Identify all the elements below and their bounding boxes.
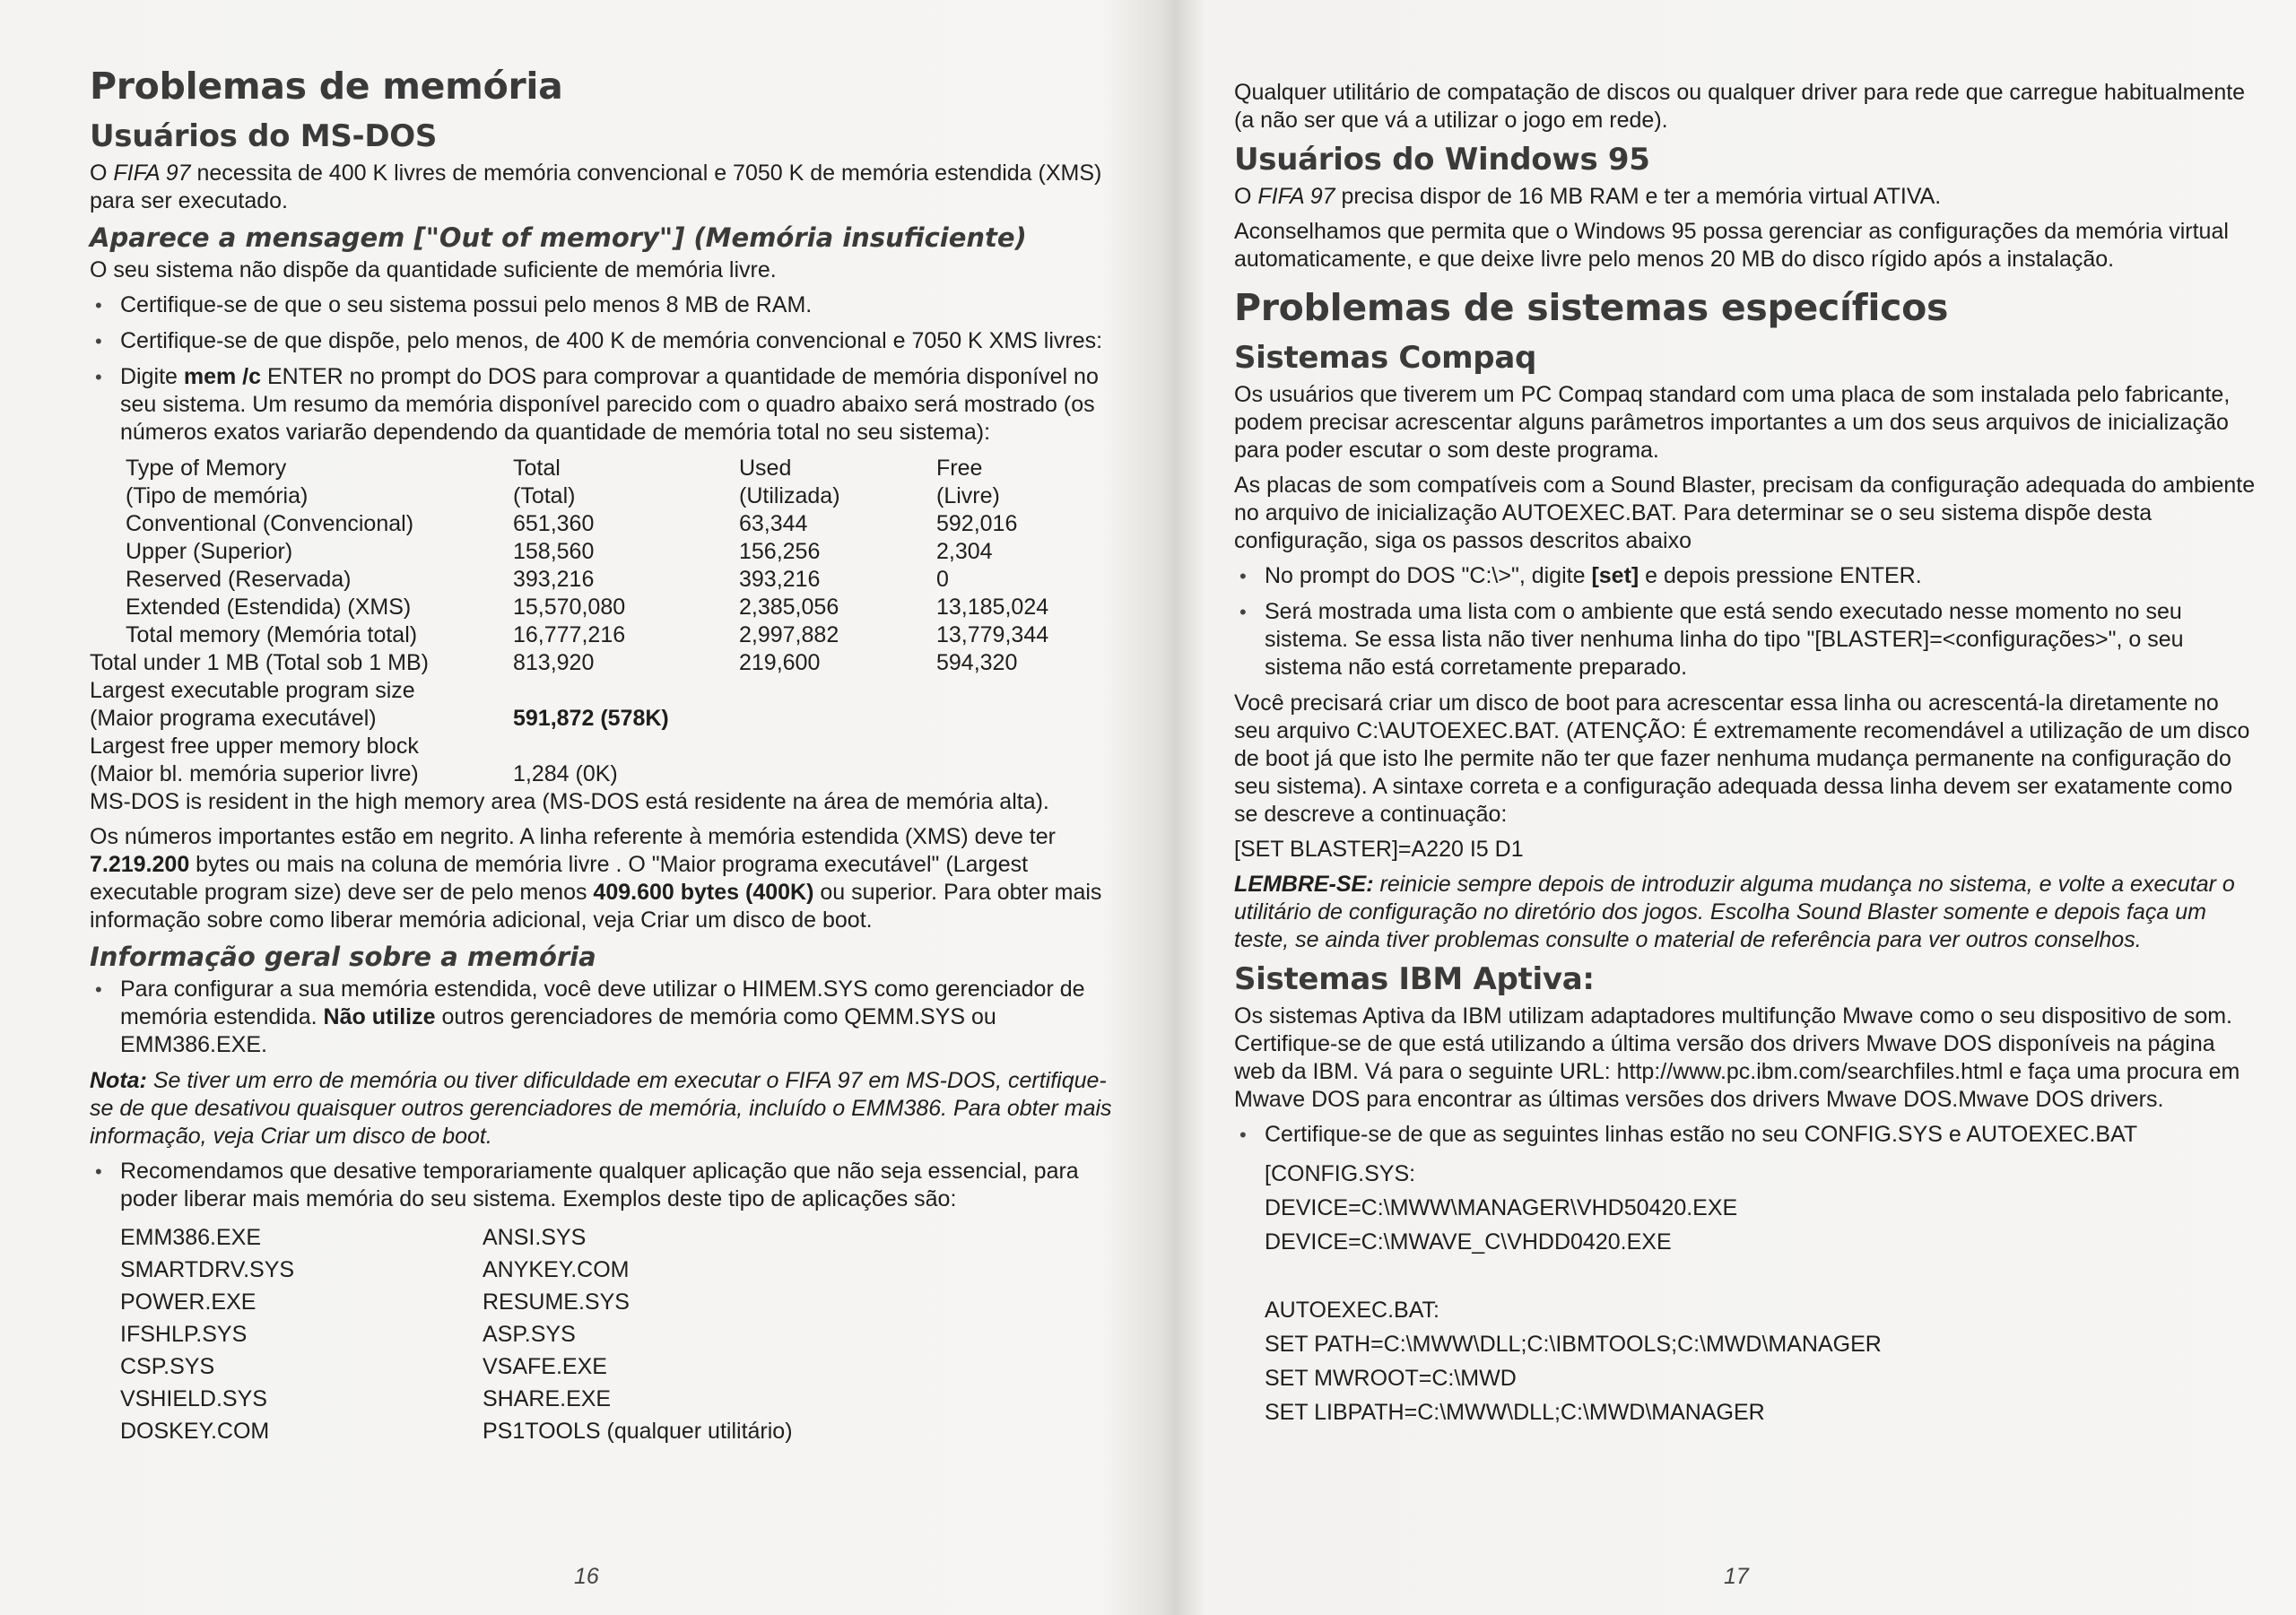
win95-advice: Aconselhamos que permita que o Windows 95 possa gerenciar as configurações da memória virtual automaticamente, e que deixe livre pelo menos 20 MB do disco rígido após a instalação. [1234, 219, 2229, 272]
heading-msdos-users: Usuários do MS-DOS [90, 118, 438, 154]
table-header-row: (Tipo de memória) (Total) (Utilizada) (Livre) [126, 483, 1000, 508]
remember-paragraph: LEMBRE-SE: reinicie sempre depois de introduzir alguma mudança no sistema, e volte a executar o utilitário de configuração no diretório dos jogos. Escolha Sound Blaster somente e depois faça um teste, se ainda tiver problemas consulte o material de referência para ver outros conselhos. [1234, 872, 2235, 952]
right-page [1157, 0, 2296, 1615]
list-item: ANSI.SYS [483, 1225, 587, 1250]
blaster-line: [SET BLASTER]=A220 I5 D1 [1234, 837, 1524, 862]
resident-note: MS-DOS is resident in the high memory area (MS-DOS está residente na área de memória alta). [90, 789, 1049, 814]
apps-list [90, 1221, 1117, 1447]
list-item: VSAFE.EXE [483, 1354, 607, 1379]
page-title-memory: Problemas de memória [90, 65, 563, 108]
ibm-paragraph: Os sistemas Aptiva da IBM utilizam adaptadores multifunção Mwave como o seu dispositivo de som. Certifique-se de que está utilizando a última versão dos drivers Mwave DOS disponíveis na página web da IBM. Vá para o seguinte URL: http://www.pc.ibm.com/searchfiles.html e faça uma procura em Mwave DOS para encontrar as últimas versões dos drivers Mwave DOS.Mwave DOS drivers. [1234, 1003, 2240, 1112]
code-line: SET LIBPATH=C:\MWW\DLL;C:\MWD\MANAGER [1265, 1400, 1765, 1425]
table-row: Total memory (Memória total) 16,777,216 2,997,882 13,779,344 [126, 622, 1049, 647]
heading-out-of-memory: Aparece a mensagem ["Out of memory"] (Memória insuficiente) [90, 222, 1027, 253]
list-item: • Recomendamos que desative temporariamente qualquer aplicação que não seja essencial, para poder liberar mais memória do seu sistema. Exemplos deste tipo de aplicações são: [90, 1158, 1117, 1213]
list-item: • No prompt do DOS "C:\>", digite [set] e depois pressione ENTER. [1234, 562, 2260, 590]
page-number: 17 [1724, 1564, 1749, 1589]
apps-column-1 [120, 1221, 483, 1447]
table-row: Largest executable program size [90, 678, 415, 703]
code-line: [CONFIG.SYS: [1265, 1161, 1416, 1186]
memory-checklist [90, 291, 1117, 447]
apps-column-2 [483, 1221, 845, 1447]
list-item: SHARE.EXE [483, 1386, 612, 1411]
compaq-paragraph-2: As placas de som compatíveis com a Sound Blaster, precisam da configuração adequada do ambiente no arquivo de inicialização AUTOEXEC.BAT. Para determinar se o seu sistema dispõe desta configuração, siga os passos descritos abaixo [1234, 473, 2256, 553]
heading-general-memory: Informação geral sobre a memória [90, 942, 596, 972]
compaq-paragraph-3: Você precisará criar um disco de boot para acrescentar essa linha ou acrescentá-la diretamente no seu arquivo C:\AUTOEXEC.BAT. (ATENÇÃO: É extremamente recomendável a utilização de um disco de boot já que isto lhe permite não ter que fazer nenhuma mudança permanente na configuração do seu sistema). A sintaxe correta e a configuração adequada dessa linha devem ser exatamente como se descreve a continuação: [1234, 690, 2250, 827]
compaq-steps [1234, 562, 2260, 682]
list-item: EMM386.EXE [120, 1225, 262, 1250]
list-item: SMARTDRV.SYS [120, 1257, 295, 1282]
list-item: DOSKEY.COM [120, 1419, 270, 1444]
out-of-memory-text: O seu sistema não dispõe da quantidade suficiente de memória livre. [90, 257, 777, 282]
heading-compaq: Sistemas Compaq [1234, 340, 1536, 376]
network-utilities-text: Qualquer utilitário de compatação de discos ou qualquer driver para rede que carregue habitualmente (a não ser que vá a utilizar o jogo em rede). [1234, 80, 2246, 133]
intro-paragraph: O FIFA 97 necessita de 400 K livres de memória convencional e 7050 K de memória estendida (XMS) para ser executado. [90, 161, 1102, 213]
list-item: ASP.SYS [483, 1322, 576, 1347]
heading-windows95-users: Usuários do Windows 95 [1234, 142, 1650, 178]
table-row: Reserved (Reservada) 393,216 393,216 0 [126, 567, 949, 592]
list-item: • Certifique-se de que o seu sistema possui pelo menos 8 MB de RAM. [90, 291, 1117, 319]
list-item: • Será mostrada uma lista com o ambiente que está sendo executado nesse momento no seu sistema. Se essa lista não tiver nenhuma linha do tipo "[BLASTER]=<configurações>", o seu sistema não está corretamente preparado. [1234, 598, 2260, 682]
list-item: • Digite mem /c ENTER no prompt do DOS para comprovar a quantidade de memória disponível no seu sistema. Um resumo da memória disponível parecido com o quadro abaixo será mostrado (os números exatos variarão dependendo da quantidade de memória total no seu sistema): [90, 363, 1117, 447]
memory-table [90, 455, 1117, 816]
ibm-steps [1234, 1121, 2260, 1149]
list-item: ANYKEY.COM [483, 1257, 630, 1282]
note-paragraph: Nota: Se tiver um erro de memória ou tiver dificuldade em executar o FIFA 97 em MS-DOS, certifique-se de que desativou quaisquer outros gerenciadores de memória, incluído o EMM386. Para obter mais informação, veja Criar um disco de boot. [90, 1068, 1112, 1149]
code-line: SET PATH=C:\MWW\DLL;C:\IBMTOOLS;C:\MWD\MANAGER [1265, 1332, 1882, 1357]
list-item: IFSHLP.SYS [120, 1322, 248, 1347]
compaq-paragraph-1: Os usuários que tiverem um PC Compaq standard com uma placa de som instalada pelo fabricante, podem precisar acrescentar alguns parâmetros importantes a um dos seus arquivos de inicialização para poder escutar o som deste programa. [1234, 382, 2231, 463]
general-list [90, 976, 1117, 1059]
important-numbers-paragraph: Os números importantes estão em negrito. A linha referente à memória estendida (XMS) deve ter 7.219.200 bytes ou mais na coluna de memória livre . O "Maior programa executável" (Largest executable program size) deve ser de pelo menos 409.600 bytes (400K) ou superior. Para obter mais informação sobre como liberar memória adicional, veja Criar um disco de boot. [90, 824, 1102, 933]
heading-ibm-aptiva: Sistemas IBM Aptiva: [1234, 961, 1595, 997]
table-row: Total under 1 MB (Total sob 1 MB) 813,920 219,600 594,320 [90, 650, 1018, 675]
page-number: 16 [574, 1564, 599, 1589]
list-item: • Certifique-se de que as seguintes linhas estão no seu CONFIG.SYS e AUTOEXEC.BAT [1234, 1121, 2260, 1149]
table-row: Extended (Estendida) (XMS) 15,570,080 2,385,056 13,185,024 [126, 595, 1049, 620]
table-row: (Maior bl. memória superior livre) 1,284 (0K) [90, 761, 618, 786]
code-line: AUTOEXEC.BAT: [1265, 1298, 1439, 1323]
list-item: VSHIELD.SYS [120, 1386, 267, 1411]
list-item: • Para configurar a sua memória estendida, você deve utilizar o HIMEM.SYS como gerenciador de memória estendida. Não utilize outros gerenciadores de memória como QEMM.SYS ou EMM386.EXE. [90, 976, 1117, 1059]
code-line: DEVICE=C:\MWW\MANAGER\VHD50420.EXE [1265, 1195, 1738, 1220]
config-lines [1234, 1157, 2260, 1429]
recommend-list [90, 1158, 1117, 1213]
list-item: CSP.SYS [120, 1354, 215, 1379]
code-line: DEVICE=C:\MWAVE_C\VHDD0420.EXE [1265, 1229, 1672, 1255]
list-item: PS1TOOLS (qualquer utilitário) [483, 1419, 793, 1444]
table-row: Largest free upper memory block [90, 734, 419, 759]
page-title-specific-systems: Problemas de sistemas específicos [1234, 286, 1949, 329]
table-row: Upper (Superior) 158,560 156,256 2,304 [126, 539, 993, 564]
win95-requirements: O FIFA 97 precisa dispor de 16 MB RAM e ter a memória virtual ATIVA. [1234, 184, 1942, 209]
list-item: • Certifique-se de que dispõe, pelo menos, de 400 K de memória convencional e 7050 K XMS livres: [90, 327, 1117, 355]
table-header-row: Type of Memory Total Used Free [126, 456, 983, 481]
table-row: Conventional (Convencional) 651,360 63,344 592,016 [126, 511, 1018, 536]
code-line: SET MWROOT=C:\MWD [1265, 1366, 1517, 1391]
list-item: POWER.EXE [120, 1289, 257, 1315]
list-item: RESUME.SYS [483, 1289, 630, 1315]
table-row: (Maior programa executável) 591,872 (578K) [90, 706, 669, 731]
